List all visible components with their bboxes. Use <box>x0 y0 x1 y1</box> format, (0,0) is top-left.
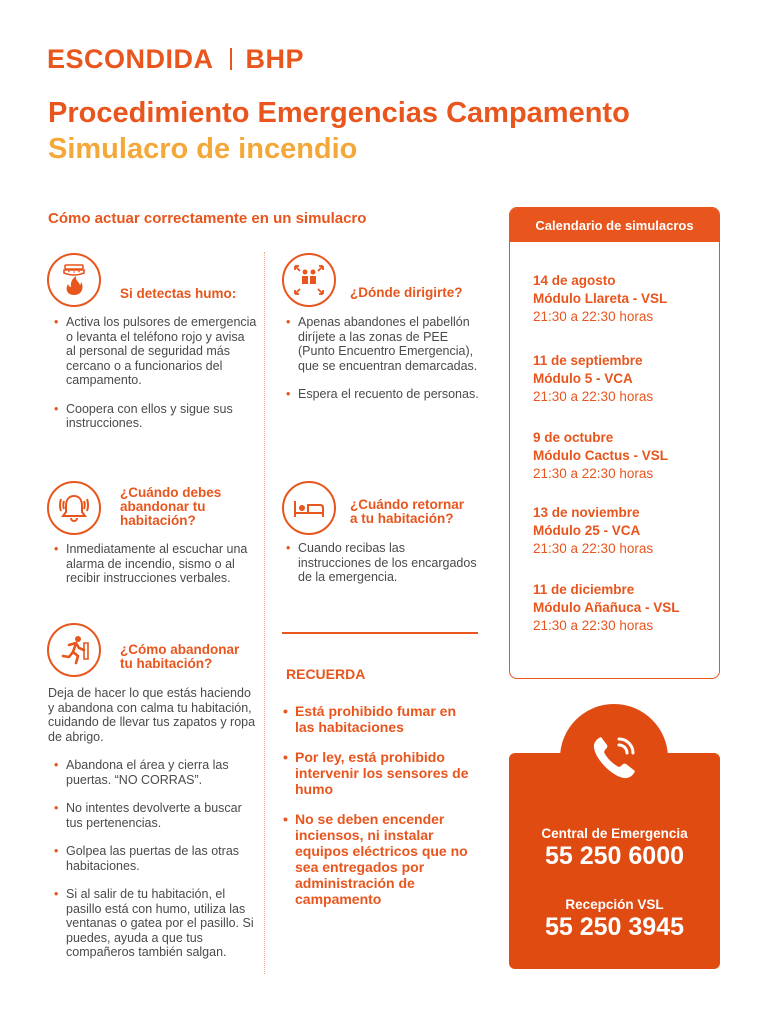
list-item: • Activa los pulsores de emergencia o levanta el teléfono rojo y avisa al personal de seguridad más cercano o a funcionarios del campamento. <box>52 315 257 388</box>
list-item: • Si al salir de tu habitación, el pasillo está con humo, utiliza las ventanas o gatea por el pasillo. Si puedes, ayuda a que tus compañeros también salgan. <box>52 887 257 960</box>
brand-bhp: BHP <box>245 44 305 74</box>
list-cuando-abandonar <box>52 542 257 600</box>
page-title: Procedimiento Emergencias Campamento <box>48 97 630 129</box>
calendar-box <box>509 207 720 679</box>
list-item: • No intentes devolverte a buscar tus pertenencias. <box>52 801 257 830</box>
smoke-detector-icon <box>47 253 101 307</box>
section-title-como-abandonar: ¿Cómo abandonar tu habitación? <box>120 642 240 671</box>
list-item: • Coopera con ellos y sigue sus instrucciones. <box>52 402 257 431</box>
list-item: • No se deben encender inciensos, ni instalar equipos eléctricos que no sea entregados por administración de campamento <box>282 811 478 907</box>
list-item: • Inmediatamente al escuchar una alarma de incendio, sismo o al recibir instrucciones verbales. <box>52 542 257 586</box>
section-title-cuando-abandonar: ¿Cuándo debes abandonar tu habitación? <box>120 485 222 528</box>
assembly-point-icon <box>282 253 336 307</box>
central-emergencia-number[interactable]: 55 250 6000 <box>544 842 685 870</box>
page-subtitle: Simulacro de incendio <box>48 133 358 165</box>
brand-escondida: ESCONDIDA <box>47 44 214 74</box>
como-abandonar-intro: Deja de hacer lo que estás haciendo y abandona con calma tu habitación, cuidando de llevar tus zapatos y ropa de abrigo. <box>48 686 256 744</box>
list-humo <box>52 315 257 445</box>
list-como-abandonar <box>52 758 257 974</box>
section-title-dirigirte: ¿Dónde dirigirte? <box>350 285 463 300</box>
list-cuando-retornar <box>284 541 479 599</box>
brand-separator <box>230 48 232 70</box>
calendar-entry: 14 de agosto Módulo Llareta - VSL 21:30 a 22:30 horas <box>533 273 668 324</box>
calendar-entry: 13 de noviembre Módulo 25 - VCA 21:30 a 22:30 horas <box>533 505 654 556</box>
recepcion-number[interactable]: 55 250 3945 <box>544 913 685 941</box>
central-emergencia-label: Central de Emergencia <box>541 826 688 841</box>
recuerda-divider <box>282 632 478 634</box>
recuerda-title: RECUERDA <box>286 666 366 682</box>
calendar-entry: 9 de octubre Módulo Cactus - VSL 21:30 a 22:30 horas <box>533 430 668 481</box>
alarm-bell-icon <box>47 481 101 535</box>
recepcion-label: Recepción VSL <box>565 897 664 912</box>
brand-logo <box>47 44 304 75</box>
section-title-humo: Si detectas humo: <box>120 286 237 301</box>
bed-icon <box>282 481 336 535</box>
list-item: • Por ley, está prohibido intervenir los sensores de humo <box>282 749 478 797</box>
list-item: • Espera el recuento de personas. <box>284 387 479 402</box>
intro-heading: Cómo actuar correctamente en un simulacro <box>48 210 367 227</box>
recuerda-list <box>282 703 478 921</box>
calendar-entry: 11 de septiembre Módulo 5 - VCA 21:30 a 22:30 horas <box>533 353 654 404</box>
list-dirigirte <box>284 315 479 416</box>
phone-icon <box>560 704 668 812</box>
calendar-entry: 11 de diciembre Módulo Añañuca - VSL 21:30 a 22:30 horas <box>533 582 680 633</box>
list-item: • Golpea las puertas de las otras habitaciones. <box>52 844 257 873</box>
list-item: • Abandona el área y cierra las puertas. “NO CORRAS”. <box>52 758 257 787</box>
column-divider <box>264 252 265 974</box>
running-person-icon <box>47 623 101 677</box>
section-title-cuando-retornar: ¿Cuándo retornar a tu habitación? <box>350 497 465 526</box>
calendar-title: Calendario de simulacros <box>510 208 719 242</box>
list-item: • Apenas abandones el pabellón diríjete a las zonas de PEE (Punto Encuentro Emergencia), que se encuentran demarcadas. <box>284 315 479 373</box>
list-item: • Está prohibido fumar en las habitaciones <box>282 703 478 735</box>
list-item: • Cuando recibas las instrucciones de los encargados de la emergencia. <box>284 541 479 585</box>
